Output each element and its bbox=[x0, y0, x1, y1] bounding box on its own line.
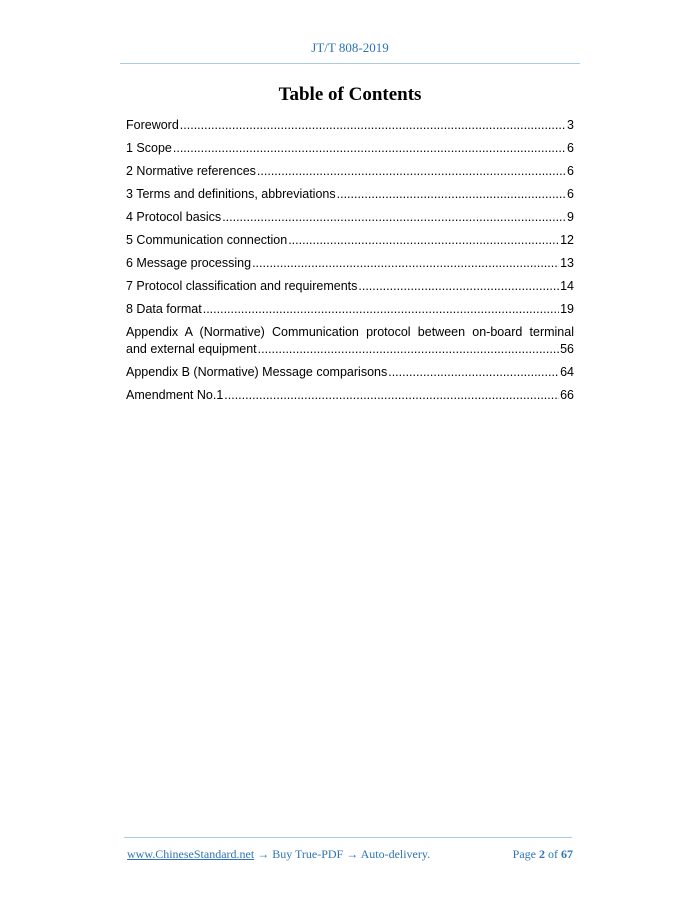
toc-page-number: 56 bbox=[560, 342, 574, 356]
toc-entry-scope[interactable] bbox=[126, 140, 574, 157]
footer-left bbox=[127, 847, 430, 862]
dot-leader bbox=[388, 364, 559, 381]
dot-leader bbox=[288, 232, 559, 249]
dot-leader bbox=[337, 186, 566, 203]
toc-entry-data-format[interactable] bbox=[126, 301, 574, 318]
dot-leader bbox=[203, 301, 559, 318]
toc-entry-label: 3 Terms and definitions, abbreviations bbox=[126, 187, 336, 201]
toc-entry-label: 7 Protocol classification and requirements bbox=[126, 279, 358, 293]
toc-entry-label: 1 Scope bbox=[126, 141, 172, 155]
toc-entry-label: 5 Communication connection bbox=[126, 233, 288, 247]
toc-page-number: 19 bbox=[560, 302, 574, 316]
toc-entry-terms-definitions[interactable] bbox=[126, 186, 574, 203]
toc-page-number: 14 bbox=[560, 279, 574, 293]
toc-entry-label: 4 Protocol basics bbox=[126, 210, 222, 224]
toc-page-number: 66 bbox=[560, 388, 574, 402]
toc-entry-protocol-classification[interactable] bbox=[126, 278, 574, 295]
toc-entry-amendment[interactable] bbox=[126, 387, 574, 404]
toc-entry-label: Appendix B (Normative) Message comparisons bbox=[126, 365, 388, 379]
table-of-contents bbox=[126, 117, 574, 410]
toc-entry-message-processing[interactable] bbox=[126, 255, 574, 272]
toc-page-number: 6 bbox=[567, 164, 574, 178]
toc-entry-foreword[interactable] bbox=[126, 117, 574, 134]
page-indicator bbox=[513, 847, 573, 862]
page-word: Page bbox=[512, 847, 536, 861]
toc-page-number: 6 bbox=[567, 187, 574, 201]
current-page-number: 2 bbox=[539, 847, 545, 861]
toc-page-number: 64 bbox=[560, 365, 574, 379]
toc-page-number: 12 bbox=[560, 233, 574, 247]
dot-leader bbox=[358, 278, 559, 295]
page-title: Table of Contents bbox=[278, 84, 422, 105]
toc-entry-label: 6 Message processing bbox=[126, 256, 252, 270]
of-word: of bbox=[548, 847, 558, 861]
dot-leader bbox=[224, 387, 559, 404]
toc-entry-label: Foreword bbox=[126, 118, 179, 132]
toc-entry-label: Amendment No.1 bbox=[126, 388, 224, 402]
running-header: JT/T 808-2019 bbox=[311, 40, 389, 55]
toc-entry-normative-references[interactable] bbox=[126, 163, 574, 180]
toc-page-number: 6 bbox=[567, 141, 574, 155]
toc-page-number: 9 bbox=[567, 210, 574, 224]
toc-page-number: 13 bbox=[560, 256, 574, 270]
total-pages-number: 67 bbox=[561, 847, 573, 861]
dot-leader bbox=[173, 140, 566, 157]
toc-page-number: 3 bbox=[567, 118, 574, 132]
dot-leader bbox=[257, 163, 566, 180]
toc-entry-appendix-a[interactable] bbox=[126, 324, 574, 358]
dot-leader bbox=[222, 209, 566, 226]
toc-entry-label: 2 Normative references bbox=[126, 164, 256, 178]
toc-entry-appendix-b[interactable] bbox=[126, 364, 574, 381]
toc-entry-communication-connection[interactable] bbox=[126, 232, 574, 249]
toc-entry-label: Appendix A (Normative) Communication protocol between on-board terminal bbox=[126, 325, 574, 339]
footer-tagline: → Buy True-PDF → Auto-delivery. bbox=[254, 847, 431, 861]
toc-entry-label-continued: and external equipment bbox=[126, 342, 257, 356]
footer-website-link[interactable]: www.ChineseStandard.net bbox=[127, 847, 255, 861]
dot-leader bbox=[258, 341, 559, 358]
header-divider bbox=[120, 63, 580, 64]
toc-entry-label: 8 Data format bbox=[126, 302, 202, 316]
toc-entry-protocol-basics[interactable] bbox=[126, 209, 574, 226]
dot-leader bbox=[180, 117, 566, 134]
page-footer bbox=[127, 847, 573, 862]
footer-divider bbox=[124, 837, 572, 838]
dot-leader bbox=[252, 255, 559, 272]
